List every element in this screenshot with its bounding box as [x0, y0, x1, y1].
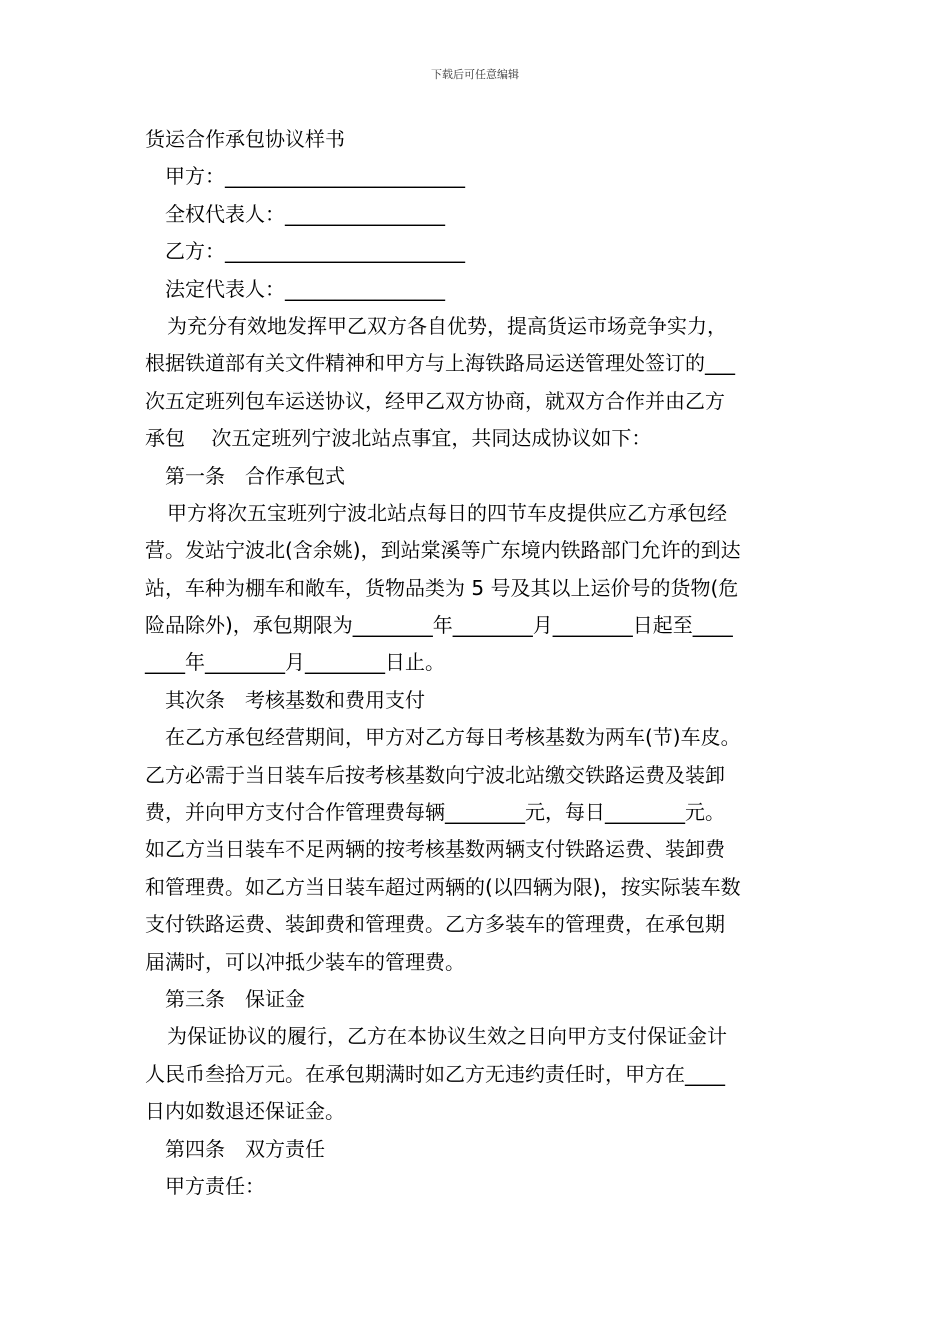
- article-4-heading: 第四条 双方责任: [165, 1136, 325, 1161]
- article-1-line: 甲方将次五宝班列宁波北站点每日的四节车皮提供应乙方承包经: [167, 500, 727, 525]
- article-3-line: 人民币叁拾万元。在承包期满时如乙方无违约责任时，甲方在____: [145, 1061, 725, 1086]
- article-1-heading: 第一条 合作承包式: [165, 463, 345, 488]
- party-b-legal-representative-line: 法定代表人：________________: [165, 276, 445, 301]
- page-header: 下载后可任意编辑: [431, 68, 519, 81]
- article-2-line: 届满时，可以冲抵少装车的管理费。: [145, 949, 465, 974]
- document-title: 货运合作承包协议样书: [145, 127, 345, 151]
- party-a-responsibilities-heading: 甲方责任：: [165, 1173, 265, 1198]
- article-2-line: 在乙方承包经营期间，甲方对乙方每日考核基数为两车(节)车皮。: [165, 725, 741, 750]
- article-3-heading: 第三条 保证金: [165, 986, 305, 1011]
- article-3-line: 日内如数退还保证金。: [145, 1099, 345, 1124]
- preamble-line: 为充分有效地发挥甲乙双方各自优势，提高货运市场竞争实力，: [167, 313, 727, 338]
- article-1-line: 营。发站宁波北(含余姚)，到站棠溪等广东境内铁路部门允许的到达: [145, 538, 741, 563]
- party-b-line: 乙方：________________________: [165, 239, 465, 264]
- article-2-line: 乙方必需于当日装车后按考核基数向宁波北站缴交铁路运费及装卸: [145, 762, 725, 787]
- article-2-line: 费，并向甲方支付合作管理费每辆________元，每日________元。: [145, 800, 725, 825]
- article-3-line: 为保证协议的履行，乙方在本协议生效之日向甲方支付保证金计: [167, 1024, 727, 1049]
- document-body: [145, 121, 810, 1205]
- article-1-line: 险品除外)，承包期限为________年________月________日起至____: [145, 613, 733, 638]
- party-a-line: 甲方：________________________: [165, 164, 465, 189]
- article-1-line: 站，车种为棚车和敞车，货物品类为 5 号及其以上运价号的货物(危: [145, 575, 739, 600]
- preamble-line: 承包 次五定班列宁波北站点事宜，共同达成协议如下：: [145, 426, 652, 451]
- preamble-line: 根据铁道部有关文件精神和甲方与上海铁路局运送管理处签订的___: [145, 351, 735, 376]
- party-a-representative-line: 全权代表人：________________: [165, 201, 445, 226]
- article-2-line: 如乙方当日装车不足两辆的按考核基数两辆支付铁路运费、装卸费: [145, 837, 725, 862]
- article-2-line: 支付铁路运费、装卸费和管理费。乙方多装车的管理费，在承包期: [145, 912, 725, 937]
- preamble-line: 次五定班列包车运送协议，经甲乙双方协商，就双方合作并由乙方: [145, 388, 725, 413]
- article-2-heading: 其次条 考核基数和费用支付: [165, 687, 425, 712]
- article-1-line: ____年________月________日止。: [145, 650, 445, 675]
- article-2-line: 和管理费。如乙方当日装车超过两辆的(以四辆为限)，按实际装车数: [145, 874, 741, 899]
